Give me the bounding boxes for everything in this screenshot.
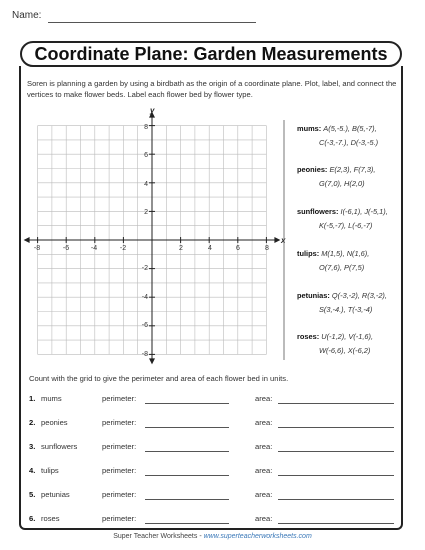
perimeter-label: perimeter:: [102, 466, 137, 475]
area-label: area:: [255, 418, 273, 427]
flower-bed-points: K(-5,-7), L(-6,-7): [319, 220, 373, 230]
flower-bed-points: M(1,5), N(1,6),: [321, 249, 370, 258]
flower-bed-item: [297, 330, 373, 357]
task-instructions: Count with the grid to give the perimeter and area of each flower bed in units.: [29, 374, 289, 383]
x-tick-label: 6: [236, 245, 240, 252]
footer-brand: Super Teacher Worksheets: [113, 533, 198, 540]
area-label: area:: [255, 466, 273, 475]
area-label: area:: [255, 442, 273, 451]
flower-bed-points: G(7,0), H(2,0): [319, 178, 365, 188]
y-tick-label: 8: [144, 124, 148, 131]
x-axis-arrow-right: [274, 237, 280, 243]
area-answer-line[interactable]: [278, 403, 394, 404]
perimeter-answer-line[interactable]: [145, 499, 229, 500]
perimeter-label: perimeter:: [102, 418, 137, 427]
row-flower-bed: tulips: [41, 466, 59, 475]
flower-bed-points: Q(-3,-2), R(3,-2),: [331, 291, 387, 300]
row-flower-bed: mums: [41, 394, 62, 403]
perimeter-answer-line[interactable]: [145, 403, 229, 404]
flower-bed-points: E(2,3), F(7,3),: [329, 165, 376, 174]
answer-row: [29, 394, 399, 406]
flower-bed-item: [297, 122, 378, 149]
footer-url[interactable]: www.superteacherworksheets.com: [203, 533, 312, 540]
perimeter-answer-line[interactable]: [145, 475, 229, 476]
row-flower-bed: peonies: [41, 418, 68, 427]
y-tick-label: 6: [144, 152, 148, 159]
y-tick-label: -4: [141, 294, 148, 301]
flower-bed-item: [297, 289, 387, 316]
footer-separator: -: [197, 533, 204, 540]
answer-row: [29, 442, 399, 454]
flower-bed-name: peonies:: [297, 165, 328, 174]
x-tick-label: -4: [90, 245, 98, 252]
x-tick-label: -8: [33, 245, 41, 252]
area-answer-line[interactable]: [278, 475, 394, 476]
perimeter-answer-line[interactable]: [145, 451, 229, 452]
row-flower-bed: roses: [41, 514, 60, 523]
y-tick-label: 2: [144, 209, 148, 216]
intro-text: Soren is planning a garden by using a birdbath as the origin of a coordinate plane. Plot, label, and connect the vertices to make flower beds. Label each flower bed by flower type.: [27, 79, 397, 99]
area-label: area:: [255, 514, 273, 523]
answer-row: [29, 490, 399, 502]
flower-bed-name: roses:: [297, 332, 320, 341]
perimeter-label: perimeter:: [102, 442, 137, 451]
flower-bed-points: S(3,-4.), T(-3,-4): [319, 304, 373, 314]
area-answer-line[interactable]: [278, 427, 394, 428]
y-axis-arrow-down: [149, 358, 155, 364]
x-axis-arrow-left: [24, 237, 30, 243]
perimeter-answer-line[interactable]: [145, 427, 229, 428]
flower-bed-points: U(-1,2), V(-1,6),: [321, 332, 373, 341]
flower-bed-points: W(-6,6), X(-6,2): [319, 345, 371, 355]
tick-labels: [34, 106, 286, 358]
answer-row: [29, 418, 399, 430]
y-tick-label: -8: [141, 351, 148, 358]
x-axis-label: x: [281, 236, 286, 245]
x-tick-label: 2: [179, 245, 183, 252]
row-number: 5.: [29, 490, 36, 499]
perimeter-label: perimeter:: [102, 490, 137, 499]
row-number: 3.: [29, 442, 36, 451]
row-number: 4.: [29, 466, 36, 475]
perimeter-label: perimeter:: [102, 394, 137, 403]
y-tick-label: -2: [141, 265, 148, 272]
area-answer-line[interactable]: [278, 523, 394, 524]
answer-row: [29, 514, 399, 526]
flower-bed-item: [297, 163, 375, 190]
row-flower-bed: petunias: [41, 490, 70, 499]
row-number: 1.: [29, 394, 36, 403]
y-tick-label: -6: [141, 322, 148, 329]
flower-bed-name: sunflowers:: [297, 207, 339, 216]
name-label: Name:: [12, 10, 42, 21]
flower-bed-name: mums:: [297, 124, 322, 133]
perimeter-label: perimeter:: [102, 514, 137, 523]
area-answer-line[interactable]: [278, 499, 394, 500]
x-tick-label: -6: [62, 245, 70, 252]
footer: [0, 533, 425, 540]
flower-bed-points: A(5,-5.), B(5,-7),: [323, 124, 377, 133]
y-axis-label: y: [150, 106, 155, 115]
flower-bed-item: [297, 205, 388, 232]
flower-bed-points: C(-3,-7.), D(-3,-5.): [319, 137, 379, 147]
flower-bed-name: tulips:: [297, 249, 320, 258]
worksheet-title: Coordinate Plane: Garden Measurements: [20, 41, 402, 67]
x-tick-label: 4: [208, 245, 212, 252]
axes: [24, 112, 281, 365]
flower-bed-points: I(-6,1), J(-5,1),: [340, 207, 388, 216]
row-flower-bed: sunflowers: [41, 442, 78, 451]
area-label: area:: [255, 394, 273, 403]
row-number: 6.: [29, 514, 36, 523]
area-answer-line[interactable]: [278, 451, 394, 452]
row-number: 2.: [29, 418, 36, 427]
flower-bed-name: petunias:: [297, 291, 330, 300]
x-tick-label: -2: [119, 245, 127, 252]
flower-bed-item: [297, 247, 369, 274]
perimeter-answer-line[interactable]: [145, 523, 229, 524]
area-label: area:: [255, 490, 273, 499]
answer-row: [29, 466, 399, 478]
flower-bed-points: O(7,6), P(7,5): [319, 262, 365, 272]
y-tick-label: 4: [144, 181, 148, 188]
x-tick-label: 8: [265, 245, 269, 252]
